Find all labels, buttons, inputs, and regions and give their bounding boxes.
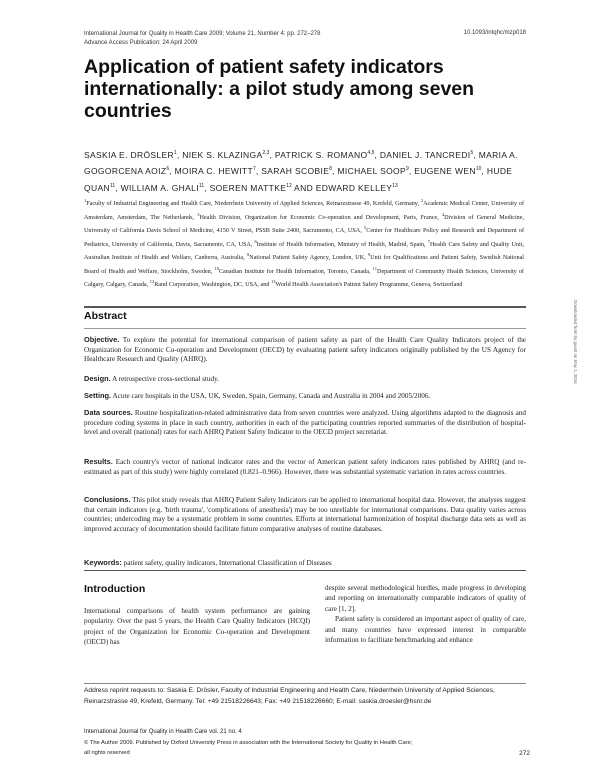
affiliation-text: Rand Corporation, Washington, DC, USA, and [154,282,271,289]
affiliation-mark: 3 [197,211,200,217]
keywords-label: Keywords: [84,558,122,567]
journal-citation: International Journal for Quality in Health Care 2009; Volume 21, Number 4: pp. 272–278 [84,31,321,37]
author-name: MICHAEL SOOP [337,166,407,177]
affiliation-text: Canadian Institute for Health Information, Toronto, Canada, [218,268,373,275]
author-affiliation-mark: 11 [109,182,116,189]
author-separator: , [408,166,415,177]
author-separator: , [473,149,479,160]
data-sources-paragraph [84,408,526,438]
author-separator: , [269,149,275,160]
author-name: DANIEL J. TANCREDI [379,149,471,160]
affiliation-mark: 2 [420,198,424,203]
abstract-heading: Abstract [84,310,127,322]
author-name: MARIA A. GOGORCENA AOIZ [84,149,518,177]
intro-column-left: International comparisons of health system performance are gaining popularity. Over the past 5 years, the Health Care Quality Indicators (HCQI) project of the Organization for Economic Co-operation and Development (OECD) has [84,607,310,647]
doi-link[interactable]: 10.1093/intqhc/mzp018 [463,30,526,36]
author-separator: , [374,149,380,160]
author-separator: , [204,182,210,193]
results-paragraph [84,457,526,477]
affiliation-text: Academic Medical Center, University of Amsterdam, Amsterdam, The Netherlands, [84,201,524,221]
objective-text: To explore the potential for international comparison of patient safety as part of the Health Care Quality Indicators project of the Organization for Economic Co-operation and Development (OECD) by evaluating patient safety indicators originally published by the US Agency for Healthcare Research and Quality (AHRQ). [84,336,526,364]
author-name: SOEREN MATTKE [209,182,287,193]
author-separator: , [115,182,121,193]
author-name: EUGENE WEN [414,166,476,177]
author-separator: AND [291,182,316,193]
abstract-bottom-rule [84,570,526,571]
affiliation-mark: 6 [254,238,257,244]
affiliations [84,196,524,291]
affiliation-text: World Health Association's Patient Safety Programme, Geneva, Switzerland [275,282,463,289]
author-name: NIEK S. KLAZINGA [182,149,263,160]
page-number: 272 [519,750,530,757]
affiliation-mark: 10 [214,265,219,271]
author-affiliation-mark: 6 [166,166,170,173]
affiliation-mark: 9 [367,252,371,257]
author-name: EDWARD KELLEY [315,182,393,193]
conclusions-label: Conclusions. [84,495,131,504]
author-affiliation-mark: 2,3 [262,150,270,156]
affiliation-text: Health Care Safety and Quality Unit, Australian Institute of Health and Welfare, Canberra, Australia, [84,241,524,262]
author-name: HUDE QUAN [84,166,513,193]
affiliation-text: National Patient Safety Agency, London, UK, [249,255,368,262]
author-name: PATRICK S. ROMANO [274,149,368,160]
author-separator: , [481,166,487,177]
author-affiliation-mark: 1 [174,150,177,156]
affiliation-mark: 1 [84,198,87,203]
setting-text: Acute care hospitals in the USA, UK, Sweden, Spain, Germany, Canada and Australia in 2004 and 2005/2006. [112,392,431,400]
results-label: Results. [84,457,113,466]
author-affiliation-mark: 13 [392,182,398,189]
design-paragraph [84,374,526,385]
author-affiliation-mark: 9 [406,166,409,173]
keywords-text: patient safety, quality indicators, International Classification of Diseases [123,559,332,567]
objective-label: Objective. [84,335,120,344]
author-affiliation-mark: 12 [286,182,292,189]
conclusions-text: This pilot study reveals that AHRQ Patient Safety Indicators can be applied to international hospital data. However, the analyses suggest that certain indicators (e.g. 'birth trauma', 'complications of anesthesia') may be too unreliable for international comparisons. Data quality varies across countries; undercoding may be a systematic problem in some countries. Efforts at international harmonization of hospital discharge data sets as well as improved accuracy of documentation should facilitate future comparative analyses of routine databases. [84,496,527,534]
affiliation-text: Health Division, Organization for Economic Co-operation and Development, Paris, France, [199,214,442,221]
footer-journal: International Journal for Quality in Health Care vol. 21 no. 4 [84,729,242,735]
affiliation-mark: 13 [270,279,276,284]
data-sources-label: Data sources. [84,408,133,417]
affiliation-mark: 4 [441,211,445,217]
abstract-box [84,306,526,571]
author-affiliation-mark: 10 [475,166,482,173]
affiliation-text: Faculty of Industrial Engineering and Health Care, Niederrhein University of Applied Sciences, Reinarzstrasse 49, Krefeld, Germany, [86,201,421,208]
running-header [84,30,320,47]
advance-access-line: Advance Access Publication: 24 April 2009 [84,39,198,46]
author-name: SASKIA E. DRÖSLER [84,149,175,160]
article-title: Application of patient safety indicators internationally: a pilot study among seven countries [84,56,475,122]
author-affiliation-mark: 7 [253,166,256,173]
intro-right-para-2: Patient safety is considered an important aspect of quality of care, and many countries have expressed interest in comparable information to facilitate benchmarking and enhance [325,615,526,645]
author-name: SARAH SCOBIE [261,166,330,177]
author-separator: , [176,149,183,160]
reprint-address: Address reprint requests to: Saskia E. Drösler, Faculty of Industrial Engineering and Health Care, Niederrhein University of Applied Sciences, Reinarzstrasse 49, Krefeld, Germany. Tel: +49 21518226643; Fax: +49 21518226660; E-mail: saskia.droesler@hsnr.de [84,687,495,705]
footer-copyright: © The Author 2009. Published by Oxford University Press in association with the International Society for Quality in Health Care; [84,740,413,746]
author-list [84,146,524,195]
author-name: MOIRA C. HEWITT [174,166,254,177]
affiliation-mark: 5 [363,225,367,230]
footer-rights: all rights reserved [84,750,130,756]
design-label: Design. [84,374,111,383]
footnote-rule [84,683,526,684]
affiliation-mark: 11 [372,265,378,271]
introduction-heading: Introduction [84,583,146,595]
affiliation-text: Department of Community Health Sciences, University of Calgary, Calgary, Canada, [84,268,524,289]
author-separator: , [332,166,338,177]
author-affiliation-mark: 11 [198,182,205,189]
setting-paragraph [84,391,526,402]
affiliation-mark: 12 [149,279,155,284]
author-affiliation-mark: 5 [470,150,474,156]
abstract-top-rule [84,306,526,308]
conclusions-paragraph [84,495,526,535]
affiliation-mark: 7 [427,238,430,244]
data-sources-text: Routine hospitalization-related administrative data from seven countries were analyzed. Using algorithms adapted to the diagnosis and procedure coding systems in place in each country, authorities in each of the participating countries reported summaries of the distribution of hospital-level and overall (national) rates for each AHRQ Patient Safety Indicator to the OECD project secretariat. [84,409,526,437]
objective-paragraph [84,335,526,365]
author-affiliation-mark: 4,5 [367,150,375,156]
affiliation-text: Center for Healthcare Policy and Research and Department of Pediatrics, University of California, Davis, Sacramento, CA, USA, [84,228,524,248]
author-separator: , [169,166,175,177]
design-text: A retrospective cross-sectional study. [112,375,220,383]
abstract-divider [84,328,526,329]
affiliation-text: Institute of Health Information, Ministry of Health, Madrid, Spain, [256,241,428,248]
author-affiliation-mark: 8 [329,166,332,173]
author-name: WILLIAM A. GHALI [120,182,199,193]
intro-column-right [325,583,526,646]
keywords-paragraph [84,558,526,569]
intro-right-para-1: despite several methodological hurdles, made progress in developing and reporting on internationally comparable indicators of quality of care [1, 2]. [325,584,526,613]
results-text: Each country's vector of national indicator rates and the vector of American patient safety indicators rates published by AHRQ (and re-estimated as part of this study) were highly correlated (0.821–0.966). However, there was substantial systematic variation in rates across countries. [84,458,527,476]
affiliation-text: Unit for Qualifications and Patient Safety, Swedish National Board of Health and Welfare, Stockholm, Sweden, [84,255,524,275]
author-separator: , [255,166,262,177]
affiliation-text: Division of General Medicine, University of California Davis School of Medicine, 4150 V Street, PSSB Suite 2400, Sacramento, CA, USA, [84,214,524,235]
affiliation-mark: 8 [247,252,250,257]
setting-label: Setting. [84,391,112,400]
download-side-note: Downloaded from by guest on May 1, 2016 [573,300,578,384]
